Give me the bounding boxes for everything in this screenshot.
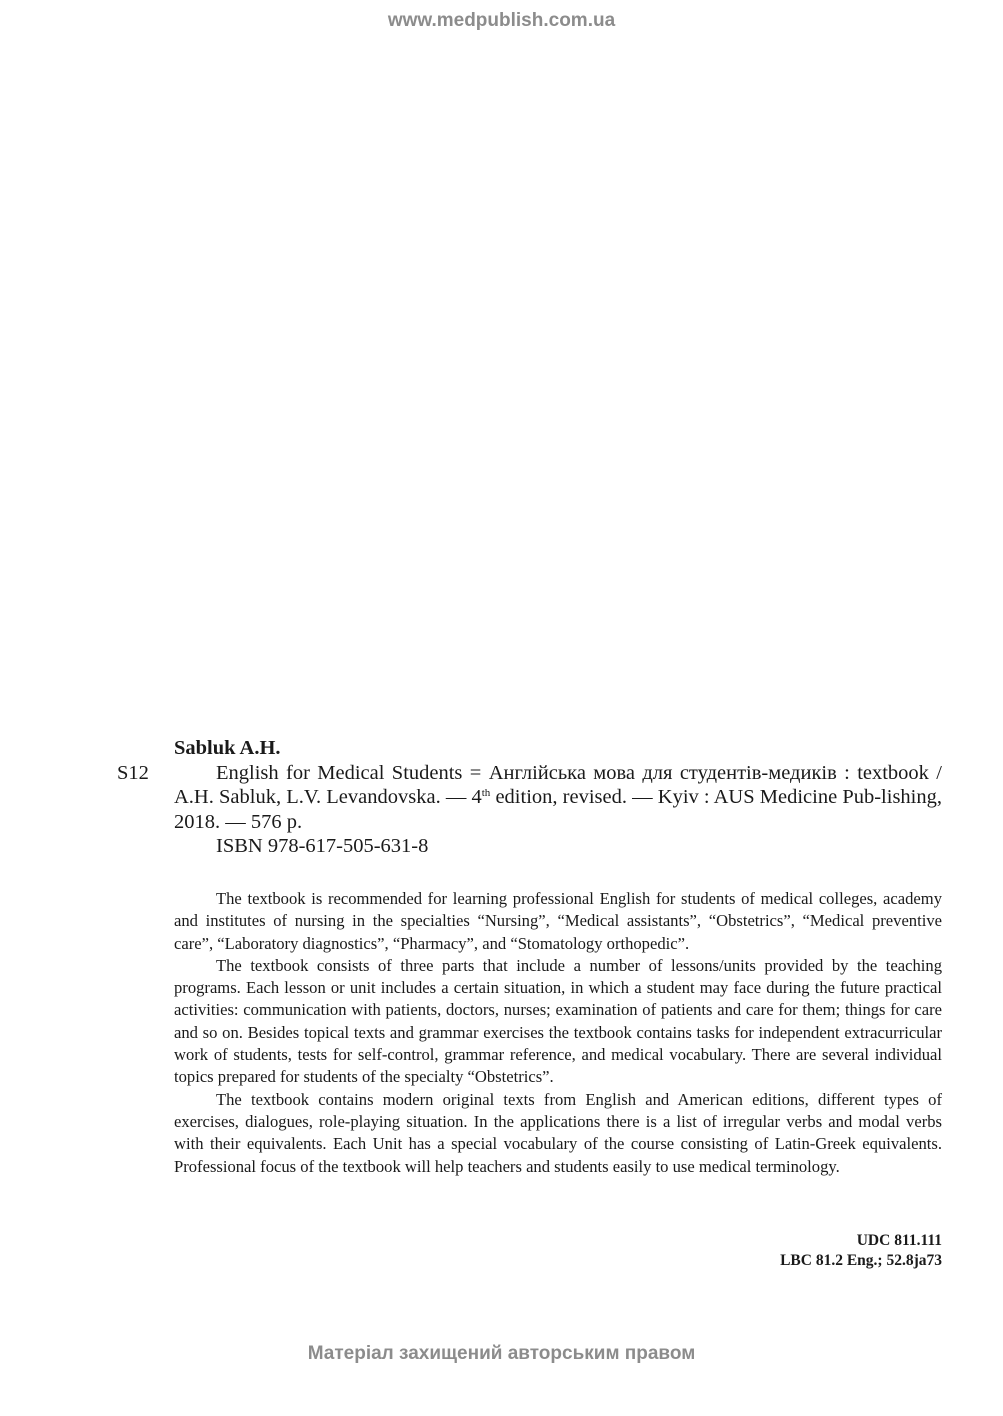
- library-code: S12: [117, 762, 149, 784]
- watermark-url: www.medpublish.com.ua: [387, 10, 616, 31]
- bibliographic-description: [174, 761, 942, 835]
- classification-codes: [600, 1231, 942, 1271]
- isbn: ISBN 978-617-505-631-8: [216, 835, 429, 858]
- watermark-copyright: Матеріал захищений авторським правом: [307, 1343, 696, 1364]
- abstract: [174, 888, 942, 1178]
- edition-ordinal-suffix: th: [481, 787, 491, 800]
- abstract-paragraph-2: The textbook consists of three parts that include a number of lessons/units provided by the teaching programs. Each lesson or unit includes a certain situation, in which a student may face during the future practical activities: communication with patients, doctors, nurses; examination of patients and care for them; things for care and so on. Besides topical texts and grammar exercises the textbook contains tasks for independent extracurricular work of students, tests for self-control, grammar reference, and medical vocabulary. There are several individual topics prepared for students of the specialty “Obstetrics”.: [174, 955, 942, 1087]
- authors-statement: A.H. Sabluk, L.V. Levandovska. — 4: [174, 786, 482, 809]
- abstract-paragraph-3: The textbook contains modern original texts from English and American editions, different types of exercises, dialogues, role-playing situation. In the applications there is a list of irregular verbs and modal verbs with their equivalents. Each Unit has a special vocabulary of the course consisting of Latin-Greek equivalents. Professional focus of the textbook will help teachers and students easily to use medical terminology.: [174, 1089, 942, 1176]
- title-statement: English for Medical Students = Англійська мова для студентів-медиків : textbook /: [216, 761, 942, 784]
- author-heading: Sabluk A.H.: [174, 737, 281, 759]
- lbc-code: LBC 81.2 Eng.; 52.8ja73: [780, 1252, 942, 1269]
- udc-code: UDC 811.111: [856, 1232, 942, 1249]
- abstract-paragraph-1: The textbook is recommended for learning professional English for students of medical colleges, academy and institutes of nursing in the specialties “Nursing”, “Medical assistants”, “Obstetrics”, “Medical preventive care”, “Laboratory diagnostics”, “Pharmacy”, and “Stomatology orthopedic”.: [174, 889, 942, 953]
- edition-publication-statement: edition, revised. — Kyiv : AUS Medicine Pub-lishing, 2018. — 576 p.: [174, 786, 942, 833]
- bibliographic-record: [174, 736, 942, 859]
